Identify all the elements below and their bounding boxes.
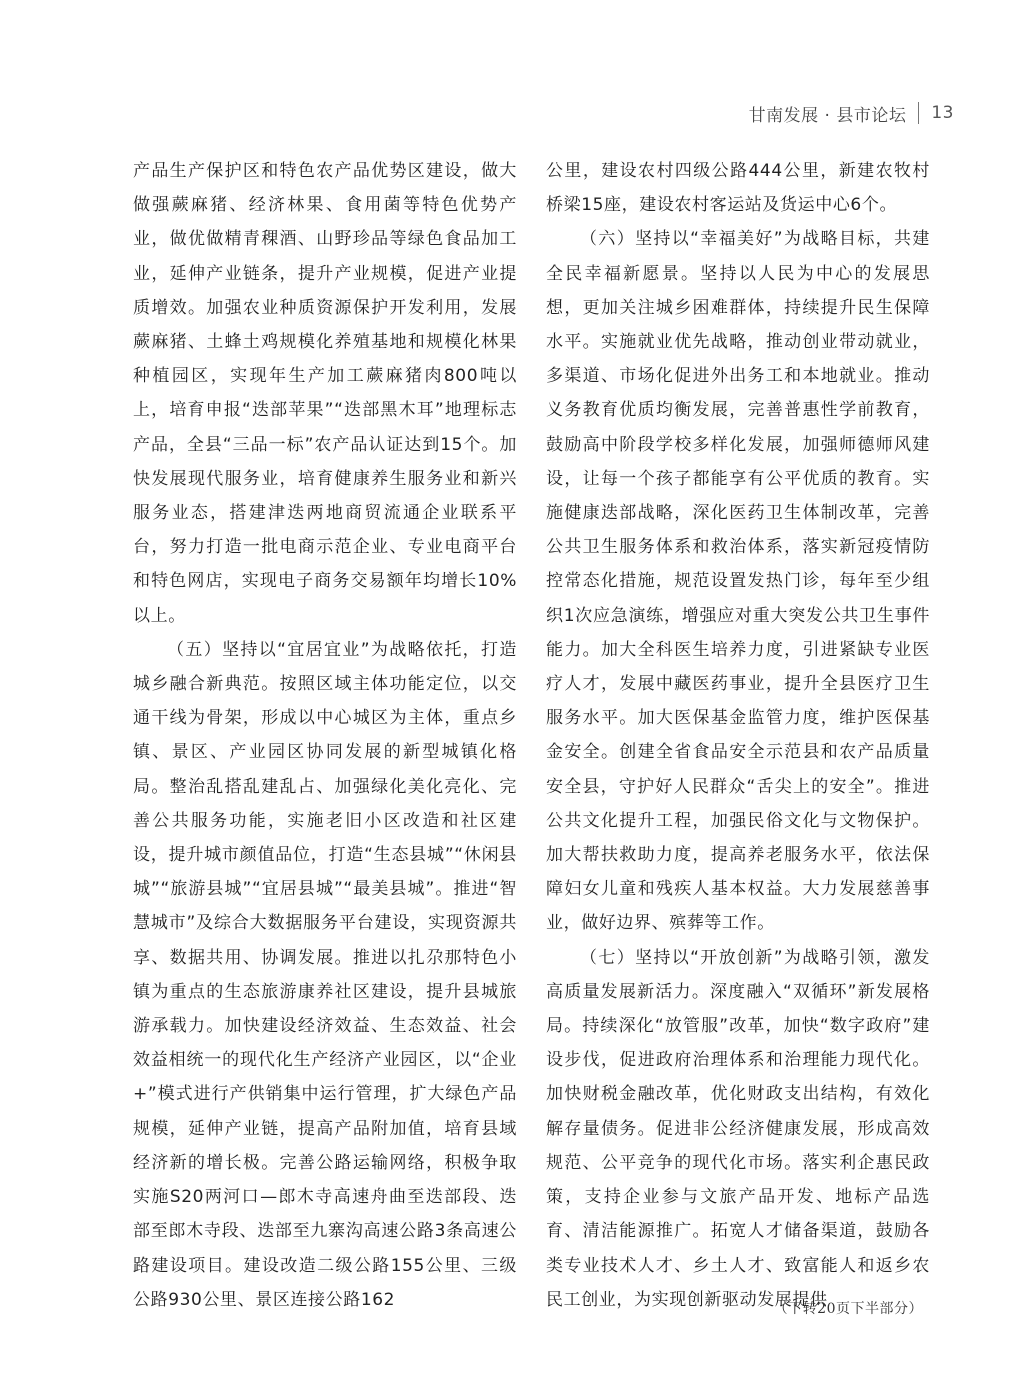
- paragraph: （五）坚持以“宜居宜业”为战略依托，打造城乡融合新典范。按照区域主体功能定位，以交通干线为骨架，形成以中心城区为主体，重点乡镇、景区、产业园区协同发展的新型城镇化格局。整治乱搭乱建乱占、加强绿化美化亮化、完善公共服务功能，实施老旧小区改造和社区建设，提升城市颜值品位，打造“生态县城”“休闲县城”“旅游县城”“宜居县城”“最美县城”。推进“智慧城市”及综合大数据服务平台建设，实现资源共享、数据共用、协调发展。推进以扎尕那特色小镇为重点的生态旅游康养社区建设，提升县城旅游承载力。加快建设经济效益、生态效益、社会效益相统一的现代化生产经济产业园区，以“企业+”模式进行产供销集中运行管理，扩大绿色产品规模，延伸产业链，提高产品附加值，培育县域经济新的增长极。完善公路运输网络，积极争取实施S20两河口—郎木寺高速舟曲至迭部段、迭部至郎木寺段、迭部至九寨沟高速公路3条高速公路建设项目。建设改造二级公路155公里、三级公路930公里、景区连接公路162: [133, 639, 517, 1310]
- left-column: [133, 154, 517, 1317]
- continuation-note: （下转20页下半部分）: [773, 1301, 923, 1317]
- header-title: 甘南发展 · 县市论坛: [748, 105, 907, 126]
- paragraph: （六）坚持以“幸福美好”为战略目标，共建全民幸福新愿景。坚持以人民为中心的发展思想，更加关注城乡困难群体，持续提升民生保障水平。实施就业优先战略，推动创业带动就业，多渠道、市场化促进外出务工和本地就业。推动义务教育优质均衡发展，完善普惠性学前教育，鼓励高中阶段学校多样化发展，加强师德师风建设，让每一个孩子都能享有公平优质的教育。实施健康迭部战略，深化医药卫生体制改革，完善公共卫生服务体系和救治体系，落实新冠疫情防控常态化措施，规范设置发热门诊，每年至少组织1次应急演练，增强应对重大突发公共卫生事件能力。加大全科医生培养力度，引进紧缺专业医疗人才，发展中藏医药事业，提升全县医疗卫生服务水平。加大医保基金监管力度，维护医保基金安全。创建全省食品安全示范县和农产品质量安全县，守护好人民群众“舌尖上的安全”。推进公共文化提升工程，加强民俗文化与文物保护。加大帮扶救助力度，提高养老服务水平，依法保障妇女儿童和残疾人基本权益。大力发展慈善事业，做好边界、殡葬等工作。: [546, 229, 930, 934]
- header-divider: [918, 102, 919, 124]
- paragraph: （七）坚持以“开放创新”为战略引领，激发高质量发展新活力。深度融入“双循环”新发展格局。持续深化“放管服”改革，加快“数字政府”建设步伐，促进政府治理体系和治理能力现代化。加快财税金融改革，优化财政支出结构，有效化解存量债务。促进非公经济健康发展，形成高效规范、公平竞争的现代化市场。落实利企惠民政策，支持企业参与文旅产品开发、地标产品选育、清洁能源推广。拓宽人才储备渠道，鼓励各类专业技术人才、乡土人才、致富能人和返乡农民工创业，为实现创新驱动发展提供: [546, 947, 930, 1310]
- running-header: [749, 98, 954, 128]
- paragraph: 公里，建设农村四级公路444公里，新建农牧村桥梁15座，建设农村客运站及货运中心6个。: [546, 161, 930, 216]
- right-column: [546, 154, 930, 1317]
- paragraph: 产品生产保护区和特色农产品优势区建设，做大做强蕨麻猪、经济林果、食用菌等特色优势产业，做优做精青稞酒、山野珍品等绿色食品加工业，延伸产业链条，提升产业规模，促进产业提质增效。加强农业种质资源保护开发利用，发展蕨麻猪、土蜂土鸡规模化养殖基地和规模化林果种植园区，实现年生产加工蕨麻猪肉800吨以上，培育申报“迭部苹果”“迭部黑木耳”地理标志产品，全县“三品一标”农产品认证达到15个。加快发展现代服务业，培育健康养生服务业和新兴服务业态，搭建津迭两地商贸流通企业联系平台，努力打造一批电商示范企业、专业电商平台和特色网店，实现电子商务交易额年均增长10%以上。: [133, 161, 517, 626]
- page-number: 13: [931, 103, 954, 123]
